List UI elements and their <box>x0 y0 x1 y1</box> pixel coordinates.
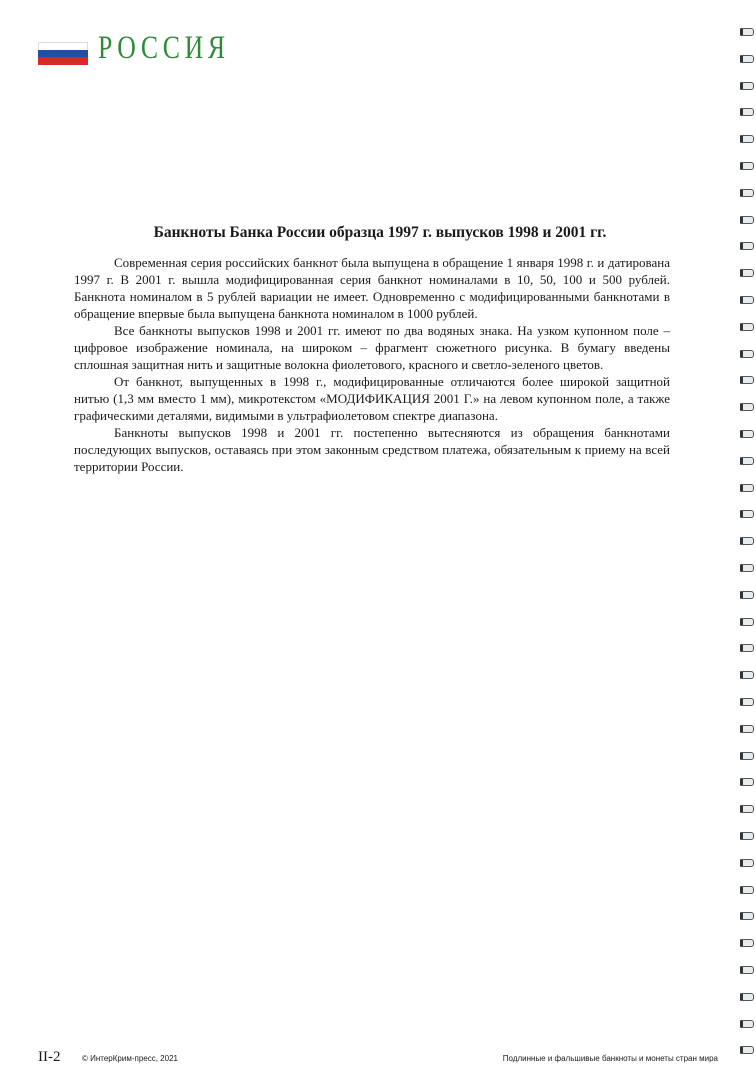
binding-ring <box>740 189 754 197</box>
binding-ring <box>740 510 754 518</box>
binding-ring <box>740 591 754 599</box>
binding-ring <box>740 135 754 143</box>
paragraph: Современная серия российских банкнот была выпущена в обращение 1 января 1998 г. и датирована 1997 г. В 2001 г. вышла модифицированная серия банкнот номиналами в 10, 50, 100 и 500 рублей. Банкнота номиналом в 5 рублей вариации не имеет. Одновременно с модифицированными банкнотами в обращение впервые была выпущена банкнота номиналом в 1000 рублей. <box>74 255 670 321</box>
binding-ring <box>740 55 754 63</box>
binding-ring <box>740 1046 754 1054</box>
binding-ring <box>740 644 754 652</box>
article-title: Банкноты Банка России образца 1997 г. выпусков 1998 и 2001 гг. <box>153 224 607 241</box>
binding-ring <box>740 162 754 170</box>
binding-ring <box>740 296 754 304</box>
binding-ring <box>740 323 754 331</box>
book-title: Подлинные и фальшивые банкноты и монеты стран мира <box>502 1054 718 1063</box>
binding-ring <box>740 886 754 894</box>
binding-ring <box>740 403 754 411</box>
binding-ring <box>740 859 754 867</box>
binding-ring <box>740 28 754 36</box>
binding-ring <box>740 242 754 250</box>
binding-ring <box>740 618 754 626</box>
binding-ring <box>740 108 754 116</box>
flag-stripe-red <box>38 57 88 65</box>
paragraph: От банкнот, выпущенных в 1998 г., модифицированные отличаются более широкой защитной нитью (1,3 мм вместо 1 мм), микротекстом «МОДИФИКАЦИЯ 2001 Г.» на левом купонном поле, а также графическими деталями, видимыми в ультрафиолетовом спектре диапазона. <box>74 374 670 423</box>
binding-ring <box>740 832 754 840</box>
binding-ring <box>740 484 754 492</box>
flag-stripe-white <box>38 42 88 50</box>
binding-ring <box>740 537 754 545</box>
binding-ring <box>740 698 754 706</box>
binding-rings <box>736 28 756 1078</box>
copyright-notice: © ИнтерКрим-пресс, 2021 <box>82 1054 178 1063</box>
binding-ring <box>740 216 754 224</box>
binding-ring <box>740 457 754 465</box>
page-number: II-2 <box>38 1049 61 1065</box>
country-heading: РОССИЯ <box>98 30 230 66</box>
binding-ring <box>740 350 754 358</box>
article-body <box>74 254 670 475</box>
russian-flag-icon <box>38 42 88 65</box>
binding-ring <box>740 725 754 733</box>
binding-ring <box>740 1020 754 1028</box>
binding-ring <box>740 269 754 277</box>
binding-ring <box>740 82 754 90</box>
binding-ring <box>740 376 754 384</box>
paragraph: Все банкноты выпусков 1998 и 2001 гг. имеют по два водяных знака. На узком купонном поле – цифровое изображение номинала, на широком – фрагмент сюжетного рисунка. В бумагу введены сплошная защитная нить и защитные волокна фиолетового, красного и светло-зеленого цветов. <box>74 323 670 372</box>
binding-ring <box>740 564 754 572</box>
binding-ring <box>740 671 754 679</box>
binding-ring <box>740 912 754 920</box>
binding-ring <box>740 778 754 786</box>
paragraph: Банкноты выпусков 1998 и 2001 гг. постепенно вытесняются из обращения банкнотами последующих выпусков, оставаясь при этом законным средством платежа, обязательным к приему на всей территории России. <box>74 425 670 474</box>
binding-ring <box>740 430 754 438</box>
binding-ring <box>740 939 754 947</box>
binding-ring <box>740 993 754 1001</box>
flag-stripe-blue <box>38 50 88 58</box>
binding-ring <box>740 752 754 760</box>
binding-ring <box>740 805 754 813</box>
binding-ring <box>740 966 754 974</box>
